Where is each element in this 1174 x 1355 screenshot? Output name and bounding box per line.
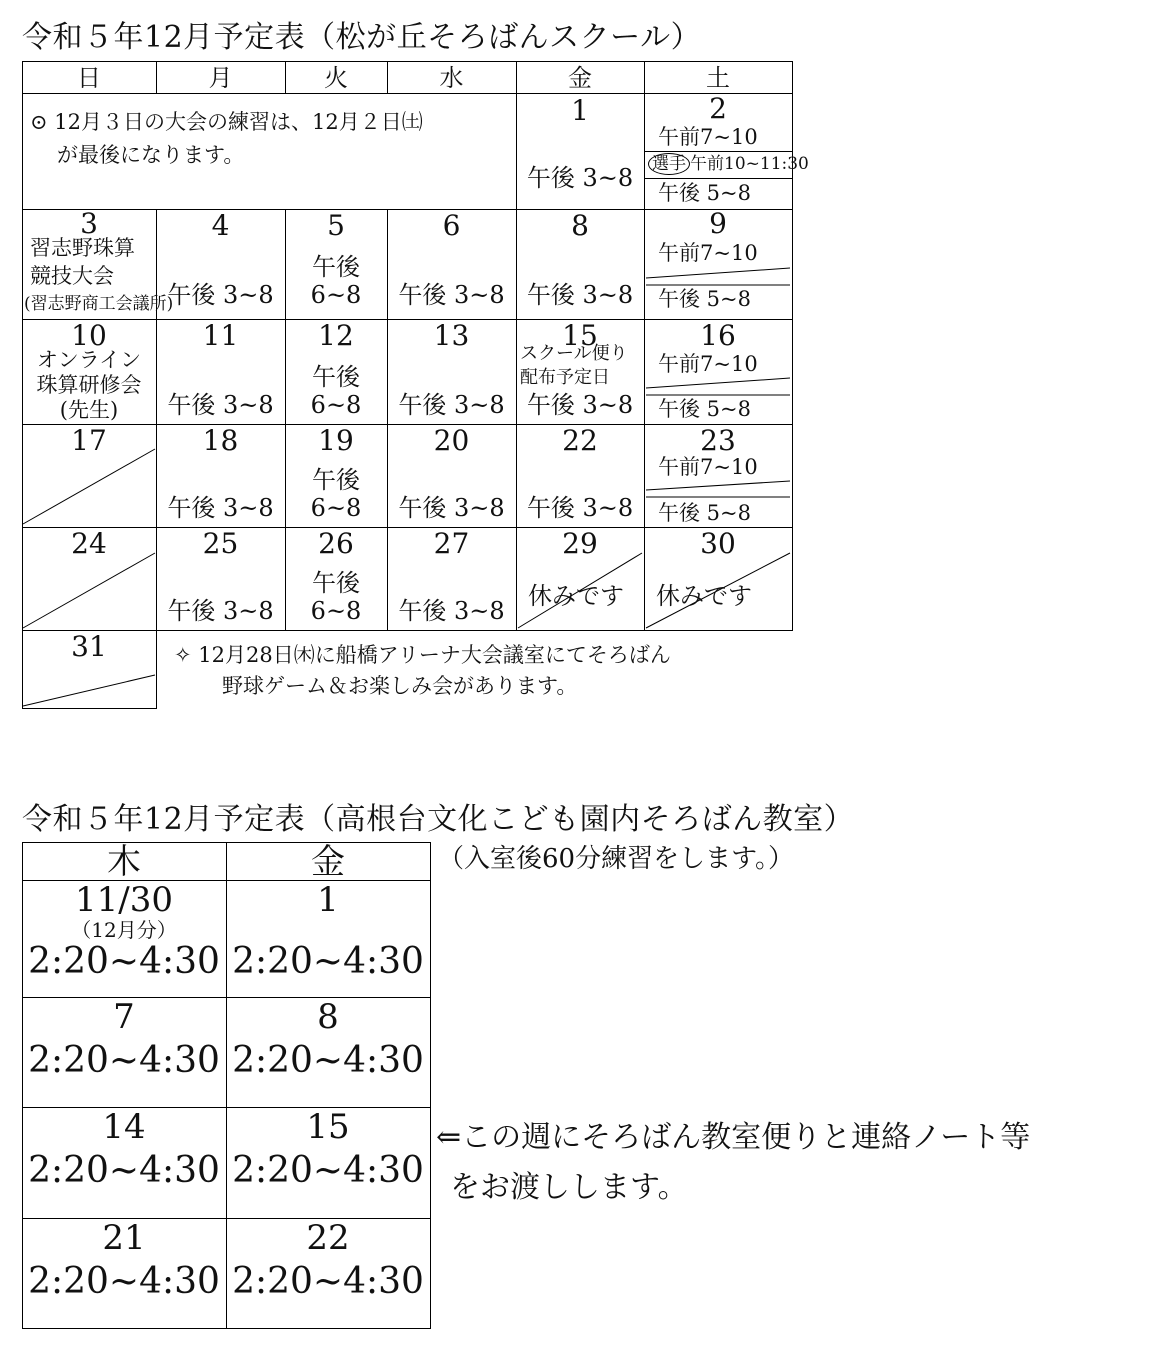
kg-cell-fri	[226, 880, 430, 997]
day-cell-4	[156, 209, 285, 319]
day-number: 23	[700, 424, 736, 457]
kg-date: 15	[306, 1107, 350, 1147]
event-line: オンライン	[36, 348, 142, 372]
day-number: 13	[433, 319, 470, 352]
kg-time: 2:20~4:30	[232, 1040, 424, 1081]
time-slot: 6~8	[310, 281, 362, 309]
kg-time: 2:20~4:30	[232, 1150, 424, 1191]
day-cell-13	[387, 319, 516, 424]
time-slot: 午後 3~8	[167, 597, 274, 625]
kg-time: 2:20~4:30	[28, 941, 220, 982]
event-line: 珠算研修会	[36, 373, 142, 397]
time-slot: 午後 3~8	[167, 391, 274, 419]
event-line: 配布予定日	[520, 367, 610, 388]
handout-note-line2: をお渡しします。	[450, 1170, 688, 1205]
day-cell-20	[387, 424, 516, 527]
day-cell-31	[22, 630, 156, 708]
kg-cell-thu	[22, 1107, 226, 1218]
time-slot: 午後	[312, 363, 360, 391]
kg-date: 21	[102, 1218, 146, 1258]
day-number: 18	[202, 424, 239, 457]
day-cell-10	[22, 319, 156, 424]
day-cell-6	[387, 209, 516, 319]
time-slot: 午後 5~8	[658, 397, 751, 421]
grid-line	[430, 842, 431, 1329]
day-cell-1	[516, 94, 644, 209]
day-number: 17	[71, 424, 107, 457]
notice-symbol: ✧	[174, 643, 192, 667]
time-slot: 午後 5~8	[658, 287, 751, 311]
day-number: 3	[80, 207, 98, 240]
header-fri: 金	[311, 842, 345, 882]
time-slot: 6~8	[310, 494, 362, 522]
senshu-time: 午前10~11:30	[690, 154, 809, 174]
time-slot: 午後 5~8	[658, 181, 751, 205]
notice-line2: 野球ゲーム＆お楽しみ会があります。	[222, 674, 578, 698]
time-slot: 午後	[312, 253, 360, 281]
time-slot: 午後 5~8	[658, 501, 751, 525]
header-tue: 火	[324, 64, 348, 92]
kg-cell-fri	[226, 997, 430, 1107]
day-number: 12	[318, 319, 354, 352]
notice-symbol: ⊙	[30, 110, 48, 134]
day-cell-18	[156, 424, 285, 527]
notice-line1: 12月28日㈭に船橋アリーナ大会議室にてそろばん	[198, 643, 671, 667]
day-cell-5	[285, 209, 387, 319]
kg-cell-thu	[22, 880, 226, 997]
day-cell-29	[516, 527, 644, 630]
time-slot: 6~8	[310, 597, 362, 625]
time-slot: 午後 3~8	[526, 494, 634, 522]
day-cell-24	[22, 527, 156, 630]
day-number: 16	[700, 319, 736, 352]
senshu-slot	[648, 153, 809, 175]
kg-time: 2:20~4:30	[232, 941, 424, 982]
header-thu: 木	[107, 842, 141, 882]
notice-top	[30, 107, 423, 137]
closed-label: 休みです	[528, 582, 624, 610]
day-number: 9	[709, 207, 727, 240]
day-number: 26	[318, 527, 354, 560]
day-number: 11	[202, 319, 239, 352]
day-number: 8	[571, 209, 589, 242]
kg-subnote: （12月分）	[71, 918, 177, 942]
kg-date: 22	[306, 1218, 350, 1258]
day-number: 4	[211, 209, 230, 242]
header-mon: 月	[208, 64, 233, 92]
event-line: 競技大会	[30, 264, 114, 288]
time-slot: 午後 3~8	[526, 391, 634, 419]
day-cell-19	[285, 424, 387, 527]
time-slot: 午後 3~8	[398, 494, 505, 522]
day-number: 31	[71, 630, 107, 663]
header-wed: 水	[439, 64, 464, 92]
day-number: 30	[700, 527, 736, 560]
time-slot: 午後	[312, 569, 360, 597]
event-line: (習志野商工会議所)	[24, 294, 174, 314]
kindergarten-title: 令和５年12月予定表（高根台文化こども園内そろばん教室）	[22, 802, 855, 837]
day-number: 10	[71, 319, 107, 352]
kg-date: 11/30	[75, 880, 173, 920]
time-slot: 午前7~10	[658, 125, 758, 149]
time-slot: 午後 3~8	[398, 597, 505, 625]
handout-note-line1: ⇐この週にそろばん教室便りと連絡ノート等	[436, 1120, 1031, 1155]
notice-line1: 12月３日の大会の練習は、12月２日㈯	[54, 110, 423, 134]
kg-cell-fri	[226, 1107, 430, 1218]
day-cell-30	[644, 527, 792, 630]
day-cell-8	[516, 209, 644, 319]
time-slot: 午前7~10	[658, 241, 758, 265]
kg-cell-thu	[22, 1218, 226, 1328]
day-number: 6	[442, 209, 461, 242]
event-line: スクール便り	[520, 343, 628, 364]
header-sun: 日	[77, 64, 101, 92]
day-cell-3	[22, 207, 174, 319]
day-cell-25	[156, 527, 285, 630]
kg-time: 2:20~4:30	[28, 1261, 220, 1302]
day-number: 2	[709, 92, 727, 125]
event-line: 習志野珠算	[30, 236, 135, 260]
day-cell-16	[644, 319, 792, 424]
notice-line2: が最後になります。	[57, 143, 245, 167]
header-fri: 金	[568, 64, 592, 92]
kg-time: 2:20~4:30	[232, 1261, 424, 1302]
day-cell-12	[285, 319, 387, 424]
time-slot: 午後 3~8	[526, 281, 634, 309]
time-slot: 午後 3~8	[526, 164, 634, 192]
time-slot: 6~8	[310, 391, 362, 419]
kg-date: 8	[317, 997, 339, 1037]
day-cell-23	[644, 424, 792, 527]
senshu-badge: 選手	[648, 153, 690, 175]
day-cell-17	[22, 424, 156, 527]
time-slot: 午後 3~8	[398, 281, 505, 309]
kg-time: 2:20~4:30	[28, 1040, 220, 1081]
page-title: 令和５年12月予定表（松が丘そろばんスクール）	[22, 20, 702, 55]
day-number: 5	[327, 209, 345, 242]
event-line: (先生)	[59, 398, 119, 422]
kg-time: 2:20~4:30	[28, 1150, 220, 1191]
kg-date: 7	[113, 997, 135, 1037]
day-number: 20	[433, 424, 470, 457]
day-number: 19	[318, 424, 354, 457]
day-number: 1	[571, 94, 589, 127]
notice-bottom	[174, 640, 671, 670]
day-cell-26	[285, 527, 387, 630]
practice-note: （入室後60分練習をします。）	[438, 844, 795, 874]
day-number: 29	[562, 527, 598, 560]
kg-cell-thu	[22, 997, 226, 1107]
time-slot: 午後	[312, 466, 360, 494]
closed-label: 休みです	[656, 582, 752, 610]
day-cell-15	[516, 319, 644, 424]
day-number: 22	[562, 424, 598, 457]
day-number: 24	[71, 527, 107, 560]
header-sat: 土	[706, 64, 730, 92]
day-number: 15	[562, 319, 598, 352]
time-slot: 午前7~10	[658, 352, 758, 376]
time-slot: 午後 3~8	[167, 281, 274, 309]
time-slot: 午前7~10	[658, 455, 758, 479]
day-cell-27	[387, 527, 516, 630]
day-cell-11	[156, 319, 285, 424]
day-number: 27	[433, 527, 470, 560]
day-cell-22	[516, 424, 644, 527]
day-cell-9	[644, 209, 792, 319]
kg-date: 14	[102, 1107, 146, 1147]
kg-date: 1	[317, 880, 339, 920]
time-slot: 午後 3~8	[167, 494, 274, 522]
day-cell-2	[644, 92, 809, 209]
day-number: 25	[202, 527, 239, 560]
kg-cell-fri	[226, 1218, 430, 1328]
time-slot: 午後 3~8	[398, 391, 505, 419]
